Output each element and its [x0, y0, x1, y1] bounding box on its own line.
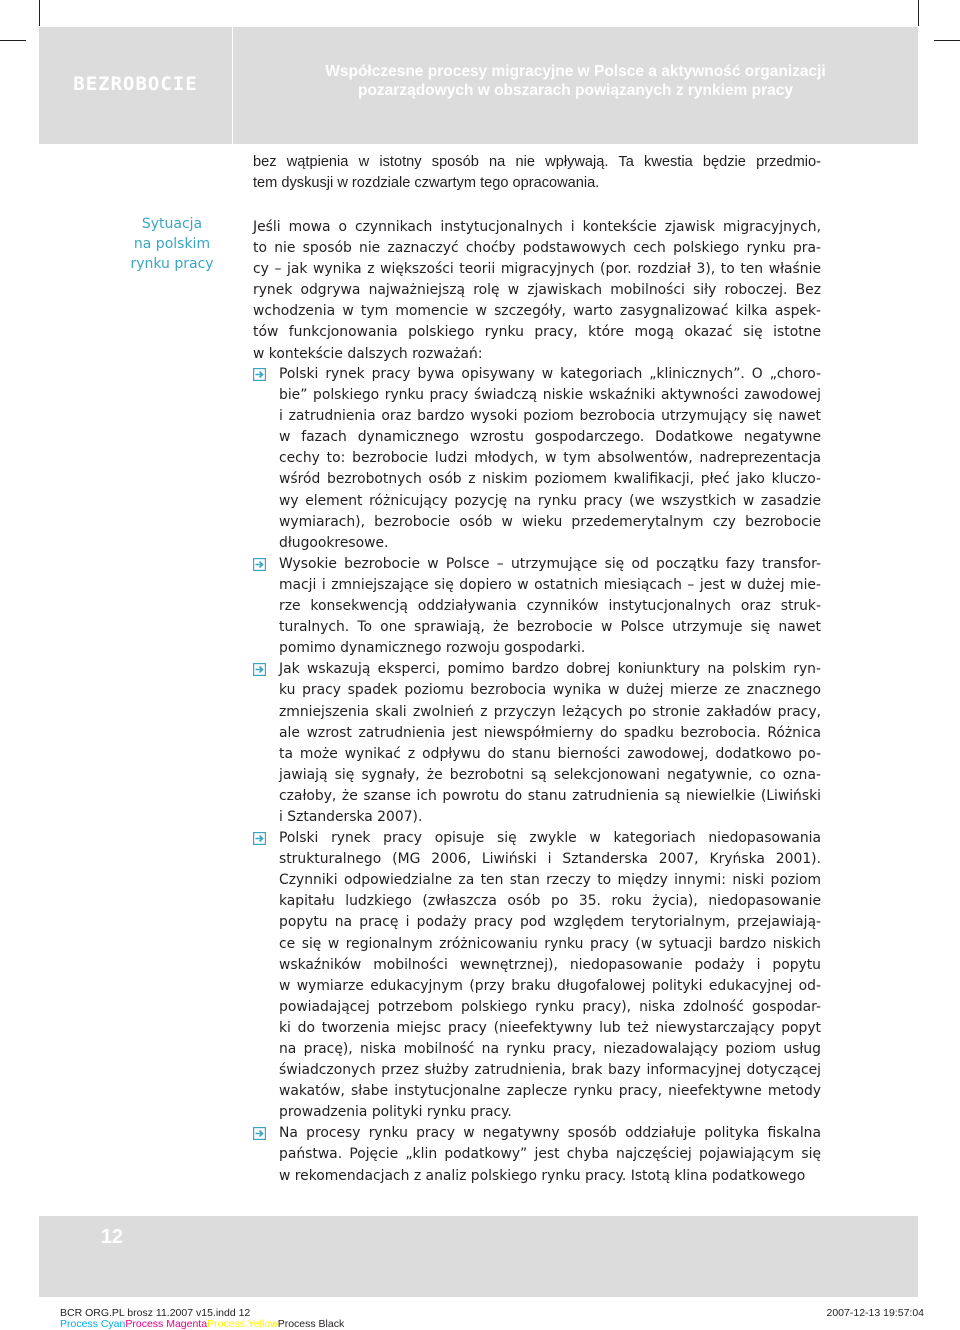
bullet-arrow-icon [253, 368, 266, 381]
main-paragraph [253, 217, 821, 365]
text-line: wchodzenia w tym momencie w szczegóły, warto zasygnalizować kilka aspek- [253, 303, 821, 320]
crop-mark [0, 40, 26, 41]
running-title [233, 62, 918, 100]
text-line: w wymiarze edukacyjnym (przy braku długofalowej polityki edukacyjnej od- [279, 977, 821, 994]
text-line: wymiarach), bezrobocie osób w wieku przedemerytalnym czy bezrobocie [279, 513, 821, 530]
page-number: 12 [100, 1226, 124, 1248]
text-line: w rekomendacjach z analiz polskiego rynku pracy. Istotą klina podatkowego [279, 1167, 806, 1184]
text-line: w kontekście dalszych rozważań: [253, 345, 483, 362]
text-line: prowadzenia polityki rynku pracy. [279, 1104, 512, 1121]
crop-mark [934, 40, 960, 41]
text-line: państwa. Pojęcie „klin podatkowy” jest chyba najczęściej pojawiającym się [279, 1146, 821, 1163]
print-slug: BCR ORG.PL brosz 11.2007 v15.indd 12 [60, 1307, 251, 1319]
text-line: rynek odgrywa najważniejszą rolę w zjawiskach mobilności siły roboczej. Bez [253, 282, 821, 299]
text-line: cechy to: bezrobocie ludzi młodych, w tym absolwentów, nadreprezentacja [279, 450, 821, 467]
text-line: cy – jak wynika z większości teorii migracyjnych (por. rozdział 3), to ten właśnie [253, 261, 821, 278]
text-line: Polski rynek pracy bywa opisywany w kategoriach „klinicznych”. O „choro- [279, 366, 821, 382]
text-line: strukturalnego (MG 2006, Liwiński i Sztanderska 2007, Kryńska 2001). [279, 851, 821, 868]
text-line: Polski rynek pracy opisuje się zwykle w kategoriach niedopasowania [279, 830, 821, 847]
text-line: wakatów, słabe instytucjonalne zaplecze rynku pracy, nieefektywne metody [279, 1083, 821, 1100]
margin-note-line: Sytuacja [141, 216, 203, 232]
text-line: długookresowe. [279, 534, 389, 551]
print-timestamp: 2007-12-13 19:57:04 [826, 1307, 924, 1319]
text-line: popytu na pracę i podaży pracy pod względem terytorialnym, przejawiają- [279, 914, 821, 931]
text-line: macji i zmniejszające się dopiero w ostatnich miesiącach – jest w dużej mie- [279, 576, 821, 593]
text-line: tów funkcjonowania polskiego rynku pracy, które mogą okazać się istotne [253, 324, 821, 341]
text-line: wy element różnicujący pozycję na rynku pracy (we wszystkich w zasadzie [279, 492, 821, 509]
text-line: bie” polskiego rynku pracy świadczą niskie wskaźniki aktywności zawodowej [279, 387, 821, 404]
text-line: Jeśli mowa o czynnikach instytucjonalnych i kontekście zjawisk migracyjnych, [253, 219, 821, 235]
bullet-arrow-icon [253, 1127, 266, 1140]
bullet-list [253, 364, 821, 1187]
text-line: kapitału ludzkiego (zwłaszcza osób po 35. roku życia), niedopasowanie [279, 893, 821, 910]
text-line: Czynniki odpowiedzialne za ten stan rzeczy to między innymi: niski poziom [279, 872, 821, 889]
crop-mark [918, 0, 919, 26]
intro-paragraph [253, 152, 821, 194]
process-colors [60, 1318, 344, 1330]
text-line: czałoby, że szanse ich powrotu do stanu zatrudnienia są niewielkie (Liwiński [279, 787, 821, 804]
bullet-item [253, 828, 821, 1123]
text-line: turalnych. To one sprawiają, że bezrobocie w Polsce utrzymuje się nawet [279, 619, 821, 636]
text-line: rze konsekwencją oddziaływania czynników instytucjonalnych oraz struk- [279, 598, 821, 615]
text-line: ku pracy spadek poziomu bezrobocia wynika w dużej mierze ze znacznego [279, 682, 821, 699]
margin-note-line: rynku pracy [130, 256, 214, 272]
text-line: tem dyskusji w rozdziale czwartym tego opracowania. [253, 175, 600, 192]
text-line: ce się w regionalnym zróżnicowaniu rynku pracy (w sytuacji bardzo niskich [279, 935, 821, 952]
bullet-arrow-icon [253, 832, 266, 845]
text-line: i zatrudnienia oraz bardzo wysoki poziom bezrobocia utrzymujący się nawet [279, 408, 821, 425]
text-line: Jak wskazują eksperci, pomimo bardzo dobrej koniunktury na polskim ryn- [279, 661, 821, 678]
text-line: ki do tworzenia miejsc pracy (nieefektywny lub też niewystarczający popyt [279, 1019, 821, 1036]
text-line: pomimo dynamicznego rozwoju gospodarki. [279, 640, 586, 657]
bullet-arrow-icon [253, 558, 266, 571]
text-line: wśród bezrobotnych osób z niskim poziomem kwalifikacji, płeć jako kluczo- [279, 471, 821, 488]
running-title-line-1: Współczesne procesy migracyjne w Polsce a aktywność organizacji [325, 63, 826, 80]
text-line: Wysokie bezrobocie w Polsce – utrzymujące się od początku fazy transfor- [279, 555, 821, 572]
section-tag: BEZROBOCIE [73, 73, 198, 95]
running-title-line-2: pozarządowych w obszarach powiązanych z rynkiem pracy [358, 82, 793, 99]
bullet-item [253, 659, 821, 828]
text-line: i Sztanderska 2007). [279, 808, 423, 825]
margin-note-line: na polskim [133, 236, 211, 252]
text-line: to nie sposób nie zaznaczyć choćby podstawowych cech polskiego rynku pra- [253, 240, 821, 257]
process-yellow: Process Yellow [207, 1318, 278, 1330]
bullet-item [253, 1123, 821, 1186]
text-line: wskaźników mobilności wewnętrznej), niedopasowanie podaży i popytu [279, 956, 821, 973]
text-line: powiadającej potrzebom polskiego rynku pracy), niska zdolność gospodar- [279, 998, 821, 1015]
text-line: ta może wynikać z odpływu do stanu bierności zawodowej, dodatkowo po- [279, 745, 821, 762]
text-line: ale wzrost zatrudnienia jest niewspółmierny do spadku bezrobocia. Różnica [279, 724, 821, 741]
crop-mark [39, 0, 40, 26]
process-cyan: Process Cyan [60, 1318, 126, 1330]
process-magenta: Process Magenta [125, 1318, 208, 1330]
text-line: zmniejszenia skali zwolnień z przyczyn leżących po stronie zakładów pracy, [279, 703, 821, 720]
margin-note [112, 214, 232, 274]
text-line: jawiają się sygnały, że bezrobotni są selekcjonowani negatywnie, co ozna- [279, 766, 821, 783]
bullet-item [253, 554, 821, 659]
text-line: bez wątpienia w istotny sposób na nie wpływają. Ta kwestia będzie przedmio- [253, 154, 821, 170]
text-line: w fazach dynamicznego wzrostu gospodarczego. Dodatkowe negatywne [279, 429, 821, 446]
text-line: na pracę), niska mobilność na rynku pracy, niezadowalający poziom usług [279, 1041, 821, 1057]
text-line: świadczonych przez służby zatrudnienia, brak bazy informacyjnej dotyczącej [279, 1062, 821, 1079]
process-black: Process Black [277, 1318, 345, 1330]
bullet-arrow-icon [253, 663, 266, 676]
bullet-item [253, 364, 821, 554]
text-line: Na procesy rynku pracy w negatywny sposób oddziałuje polityka fiskalna [279, 1125, 821, 1142]
